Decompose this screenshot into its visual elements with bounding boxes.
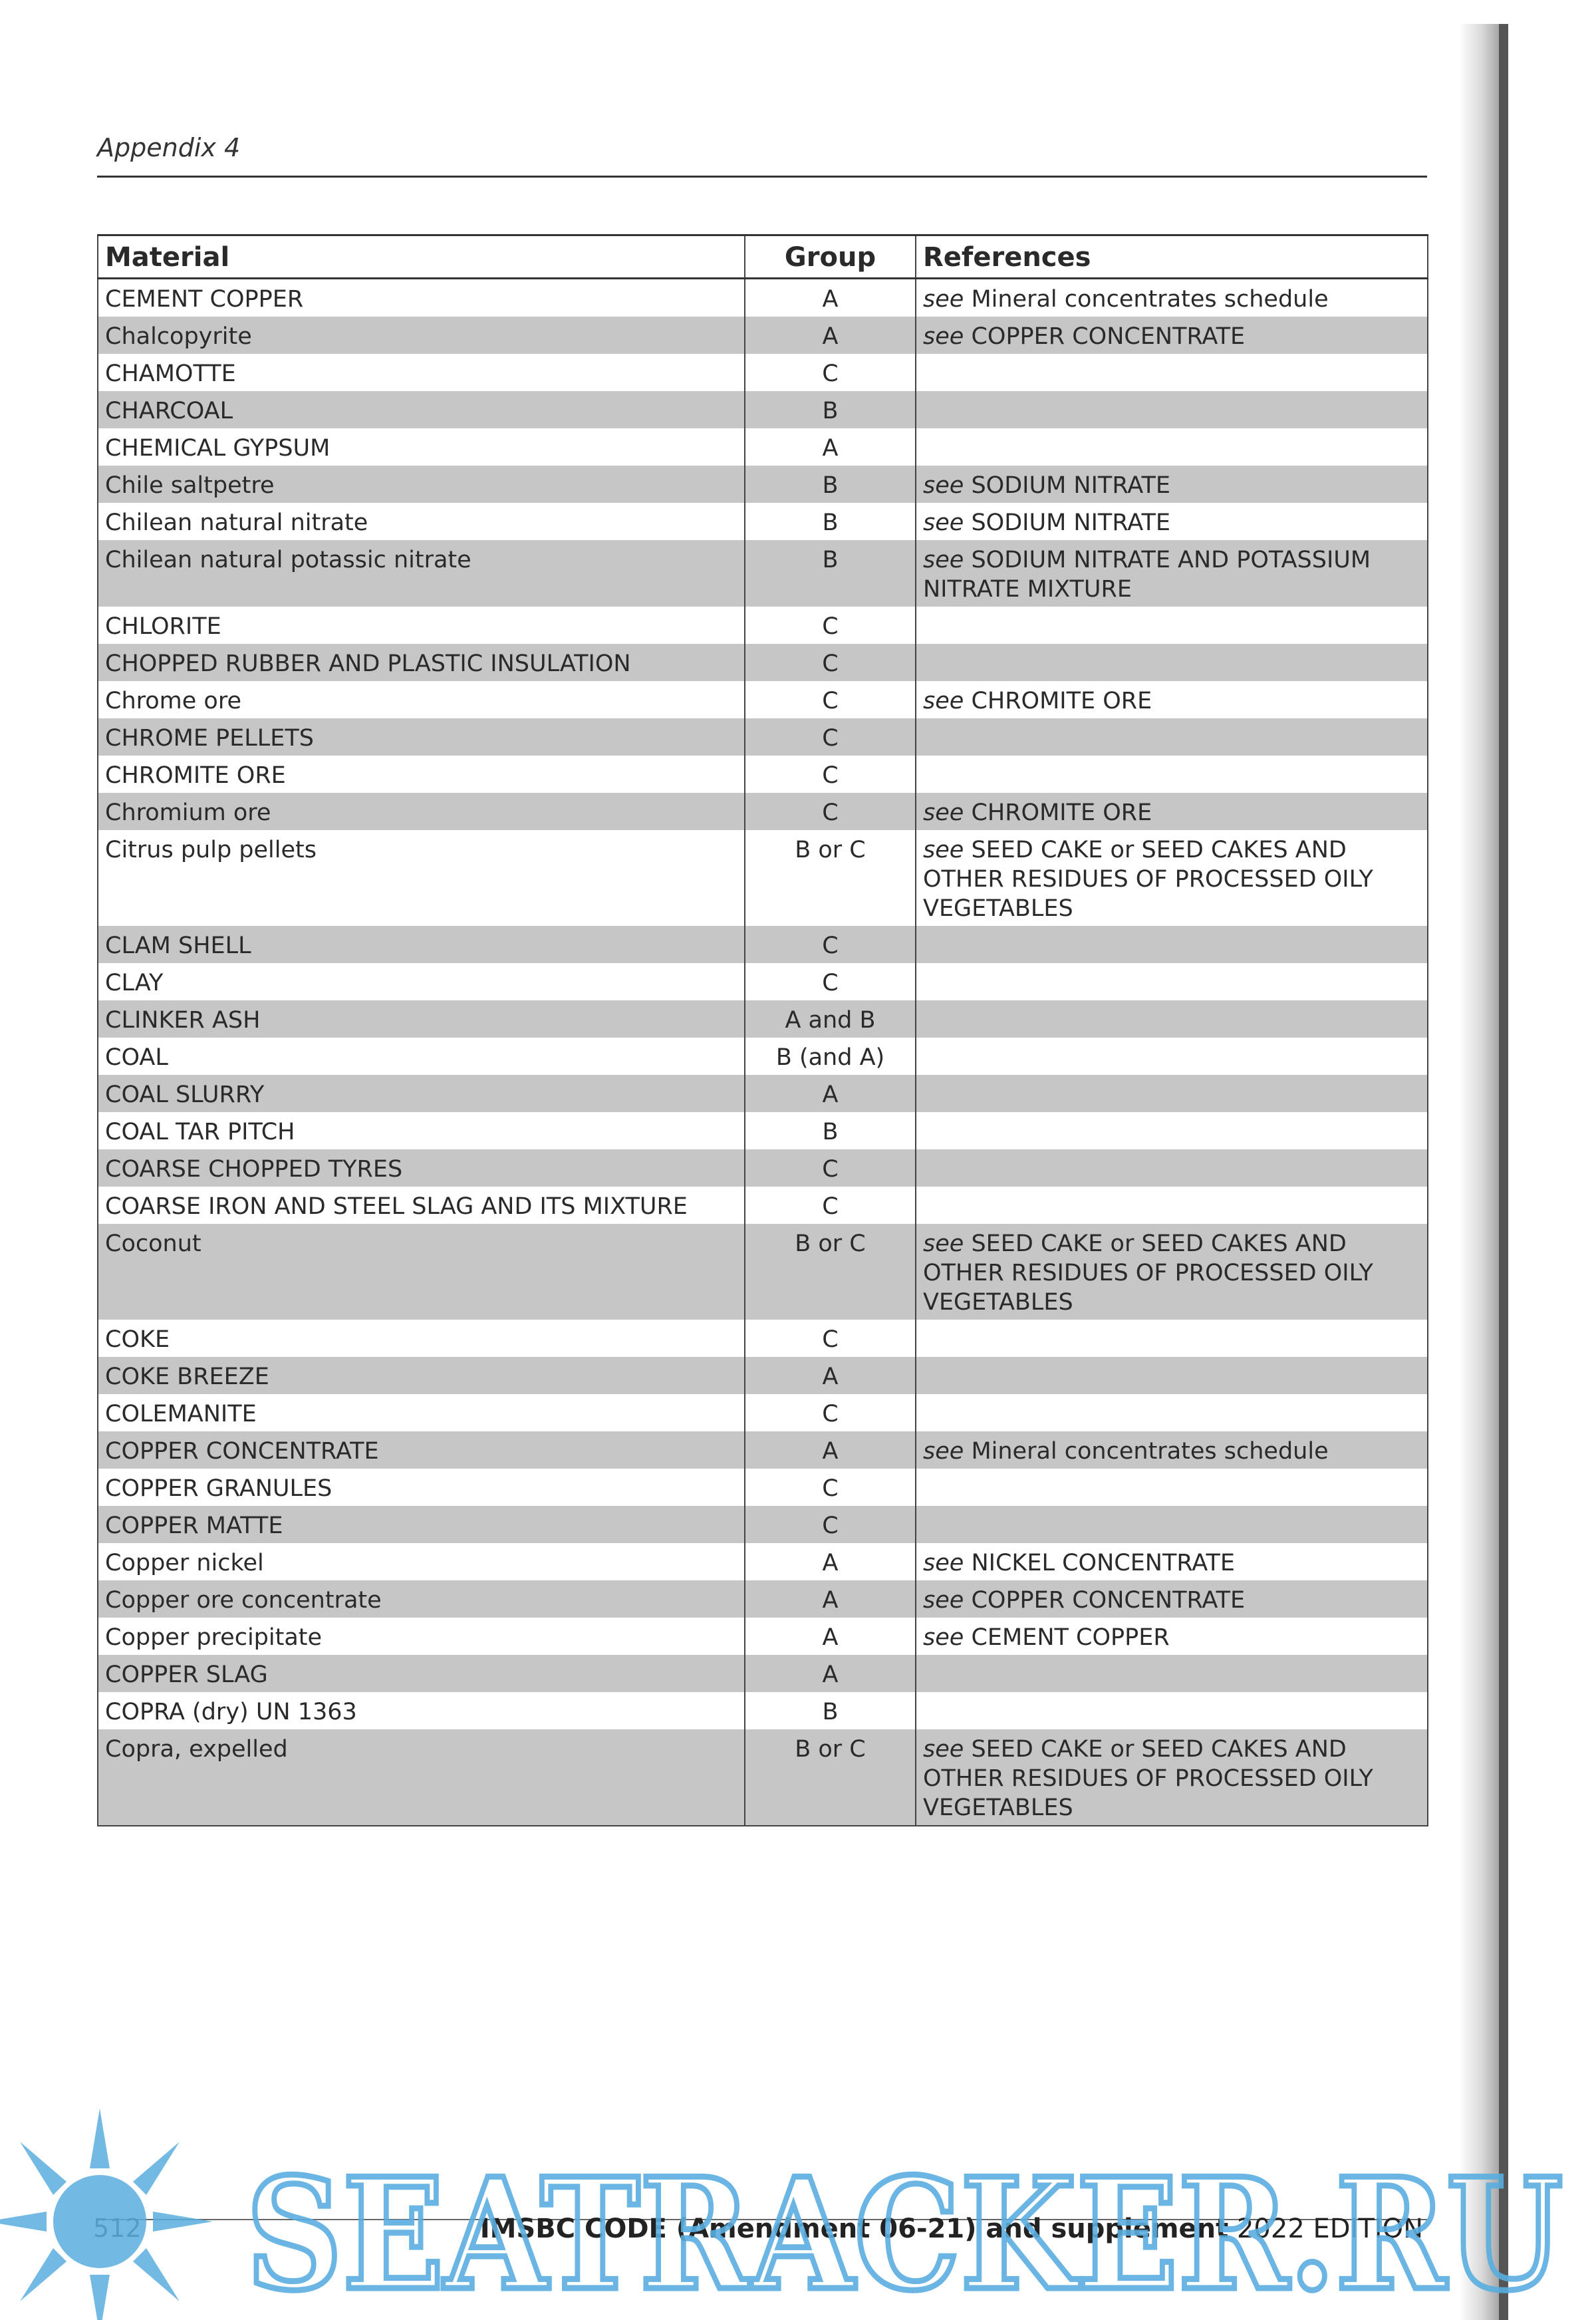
references-cell <box>916 963 1428 1000</box>
group-cell: C <box>745 963 916 1000</box>
material-cell: COAL TAR PITCH <box>98 1112 745 1149</box>
references-cell <box>916 1729 1428 1826</box>
material-cell: Copra, expelled <box>98 1729 745 1826</box>
reference-text: CHROMITE ORE <box>971 688 1152 714</box>
references-cell <box>916 1655 1428 1692</box>
references-cell <box>916 503 1428 540</box>
table-row <box>98 1692 1428 1729</box>
material-cell: COKE <box>98 1320 745 1357</box>
references-cell <box>916 428 1428 466</box>
table-row <box>98 830 1428 926</box>
group-cell: C <box>745 756 916 793</box>
watermark-text: SEATRACKER.RU <box>246 2145 1563 2320</box>
reference-text: COPPER CONCENTRATE <box>971 1587 1246 1614</box>
group-cell: C <box>745 681 916 718</box>
references-cell <box>916 317 1428 354</box>
see-label: see <box>923 1587 964 1614</box>
references-cell <box>916 926 1428 963</box>
material-cell: COPPER CONCENTRATE <box>98 1431 745 1469</box>
table-row <box>98 1580 1428 1618</box>
group-cell: A <box>745 1543 916 1580</box>
see-label: see <box>923 1624 964 1651</box>
table-row <box>98 644 1428 681</box>
group-cell: A and B <box>745 1000 916 1038</box>
references-cell <box>916 1618 1428 1655</box>
material-cell: Chrome ore <box>98 681 745 718</box>
material-cell: CLAM SHELL <box>98 926 745 963</box>
group-cell: B <box>745 1692 916 1729</box>
table-row <box>98 1224 1428 1320</box>
material-cell: Copper ore concentrate <box>98 1580 745 1618</box>
group-cell: C <box>745 1320 916 1357</box>
reference-text: COPPER CONCENTRATE <box>971 323 1246 350</box>
material-cell: CHOPPED RUBBER AND PLASTIC INSULATION <box>98 644 745 681</box>
reference-text: Mineral concentrates schedule <box>971 286 1329 313</box>
table-row <box>98 1000 1428 1038</box>
see-label: see <box>923 472 964 499</box>
references-cell <box>916 1469 1428 1506</box>
reference-text: SEED CAKE or SEED CAKES AND OTHER RESIDUES OF PROCESSED OILY VEGETABLES <box>923 1231 1373 1316</box>
table-row <box>98 1506 1428 1543</box>
sun-icon <box>0 2108 213 2320</box>
table-row <box>98 317 1428 354</box>
see-label: see <box>923 688 964 714</box>
table-row <box>98 1655 1428 1692</box>
group-cell: B <box>745 466 916 503</box>
material-cell: COARSE IRON AND STEEL SLAG AND ITS MIXTURE <box>98 1187 745 1224</box>
references-cell <box>916 718 1428 756</box>
references-cell <box>916 1000 1428 1038</box>
table-header-row <box>98 235 1428 279</box>
references-cell <box>916 540 1428 607</box>
table-row <box>98 1543 1428 1580</box>
references-cell <box>916 391 1428 428</box>
table-row <box>98 1394 1428 1431</box>
group-cell: C <box>745 1469 916 1506</box>
references-cell <box>916 1506 1428 1543</box>
running-head: Appendix 4 <box>97 133 241 162</box>
see-label: see <box>923 837 964 863</box>
group-cell: C <box>745 718 916 756</box>
group-cell: C <box>745 1149 916 1187</box>
material-cell: CHEMICAL GYPSUM <box>98 428 745 466</box>
see-label: see <box>923 1550 964 1576</box>
footer-code-title: IMSBC CODE (Amendment 06-21) and supplement <box>479 2214 1229 2244</box>
watermark <box>0 2095 1596 2320</box>
table-row <box>98 540 1428 607</box>
material-cell: COPPER MATTE <box>98 1506 745 1543</box>
material-cell: CHROME PELLETS <box>98 718 745 756</box>
reference-text: Mineral concentrates schedule <box>971 1438 1329 1465</box>
see-label: see <box>923 547 964 573</box>
group-cell: B (and A) <box>745 1038 916 1075</box>
material-cell: Coconut <box>98 1224 745 1320</box>
material-cell: COPPER SLAG <box>98 1655 745 1692</box>
page-edge-binding <box>1499 24 1508 2320</box>
reference-text: NICKEL CONCENTRATE <box>971 1550 1235 1576</box>
header-rule <box>97 176 1427 178</box>
see-label: see <box>923 799 964 826</box>
table-row <box>98 354 1428 391</box>
references-cell <box>916 793 1428 830</box>
materials-table <box>97 234 1428 1826</box>
reference-text: CEMENT COPPER <box>971 1624 1170 1651</box>
material-cell: COAL <box>98 1038 745 1075</box>
material-cell: CHROMITE ORE <box>98 756 745 793</box>
group-cell: C <box>745 926 916 963</box>
group-cell: C <box>745 354 916 391</box>
references-cell <box>916 1112 1428 1149</box>
see-label: see <box>923 1736 964 1763</box>
table-row <box>98 756 1428 793</box>
material-cell: Citrus pulp pellets <box>98 830 745 926</box>
see-label: see <box>923 286 964 313</box>
material-cell: CLINKER ASH <box>98 1000 745 1038</box>
material-cell: CHARCOAL <box>98 391 745 428</box>
references-cell <box>916 1431 1428 1469</box>
group-cell: A <box>745 1357 916 1394</box>
material-cell: COKE BREEZE <box>98 1357 745 1394</box>
references-cell <box>916 756 1428 793</box>
material-cell: Chromium ore <box>98 793 745 830</box>
table-row <box>98 718 1428 756</box>
references-cell <box>916 830 1428 926</box>
material-cell: CHAMOTTE <box>98 354 745 391</box>
group-cell: C <box>745 793 916 830</box>
table-row <box>98 1149 1428 1187</box>
see-label: see <box>923 323 964 350</box>
material-cell: COLEMANITE <box>98 1394 745 1431</box>
references-cell <box>916 644 1428 681</box>
table-row <box>98 1038 1428 1075</box>
references-cell <box>916 1038 1428 1075</box>
table-body <box>98 279 1428 1826</box>
reference-text: CHROMITE ORE <box>971 799 1152 826</box>
references-cell <box>916 354 1428 391</box>
table-row <box>98 963 1428 1000</box>
group-cell: B or C <box>745 830 916 926</box>
material-cell: Chilean natural potassic nitrate <box>98 540 745 607</box>
table-row <box>98 1075 1428 1112</box>
material-cell: COPPER GRANULES <box>98 1469 745 1506</box>
reference-text: SEED CAKE or SEED CAKES AND OTHER RESIDUES OF PROCESSED OILY VEGETABLES <box>923 837 1373 922</box>
material-cell: CLAY <box>98 963 745 1000</box>
table-row <box>98 1112 1428 1149</box>
references-cell <box>916 681 1428 718</box>
reference-text: SODIUM NITRATE AND POTASSIUM NITRATE MIXTURE <box>923 547 1371 603</box>
material-cell: COPRA (dry) UN 1363 <box>98 1692 745 1729</box>
material-cell: Chalcopyrite <box>98 317 745 354</box>
group-cell: B or C <box>745 1224 916 1320</box>
material-cell: Copper nickel <box>98 1543 745 1580</box>
table-row <box>98 466 1428 503</box>
see-label: see <box>923 1231 964 1257</box>
material-cell: Chilean natural nitrate <box>98 503 745 540</box>
references-cell <box>916 466 1428 503</box>
table-row <box>98 607 1428 644</box>
references-cell <box>916 1075 1428 1112</box>
table-row <box>98 1469 1428 1506</box>
table-row <box>98 279 1428 317</box>
group-cell: A <box>745 1618 916 1655</box>
table-row <box>98 1618 1428 1655</box>
references-cell <box>916 279 1428 317</box>
column-header-references: References <box>916 235 1428 279</box>
table-row <box>98 1729 1428 1826</box>
reference-text: SODIUM NITRATE <box>971 472 1170 499</box>
table-row <box>98 681 1428 718</box>
group-cell: C <box>745 1187 916 1224</box>
table-row <box>98 428 1428 466</box>
material-cell: Copper precipitate <box>98 1618 745 1655</box>
reference-text: SEED CAKE or SEED CAKES AND OTHER RESIDUES OF PROCESSED OILY VEGETABLES <box>923 1736 1373 1821</box>
group-cell: B or C <box>745 1729 916 1826</box>
group-cell: A <box>745 428 916 466</box>
table-row <box>98 926 1428 963</box>
table-row <box>98 1320 1428 1357</box>
table-row <box>98 1187 1428 1224</box>
group-cell: A <box>745 279 916 317</box>
references-cell <box>916 1149 1428 1187</box>
group-cell: A <box>745 317 916 354</box>
group-cell: A <box>745 1580 916 1618</box>
table-row <box>98 391 1428 428</box>
group-cell: B <box>745 503 916 540</box>
references-cell <box>916 1320 1428 1357</box>
group-cell: C <box>745 1506 916 1543</box>
references-cell <box>916 1224 1428 1320</box>
group-cell: B <box>745 540 916 607</box>
references-cell <box>916 607 1428 644</box>
column-header-group: Group <box>745 235 916 279</box>
group-cell: A <box>745 1431 916 1469</box>
references-cell <box>916 1394 1428 1431</box>
group-cell: C <box>745 644 916 681</box>
material-cell: COARSE CHOPPED TYRES <box>98 1149 745 1187</box>
material-cell: COAL SLURRY <box>98 1075 745 1112</box>
material-cell: CHLORITE <box>98 607 745 644</box>
references-cell <box>916 1357 1428 1394</box>
material-cell: CEMENT COPPER <box>98 279 745 317</box>
table-row <box>98 503 1428 540</box>
references-cell <box>916 1580 1428 1618</box>
table-row <box>98 1431 1428 1469</box>
group-cell: C <box>745 607 916 644</box>
table-row <box>98 793 1428 830</box>
table-row <box>98 1357 1428 1394</box>
group-cell: B <box>745 391 916 428</box>
footer-edition: 2022 EDITION <box>1236 2214 1423 2244</box>
group-cell: C <box>745 1394 916 1431</box>
group-cell: B <box>745 1112 916 1149</box>
material-cell: Chile saltpetre <box>98 466 745 503</box>
see-label: see <box>923 1438 964 1465</box>
see-label: see <box>923 509 964 536</box>
group-cell: A <box>745 1655 916 1692</box>
references-cell <box>916 1187 1428 1224</box>
references-cell <box>916 1692 1428 1729</box>
group-cell: A <box>745 1075 916 1112</box>
reference-text: SODIUM NITRATE <box>971 509 1170 536</box>
references-cell <box>916 1543 1428 1580</box>
column-header-material: Material <box>98 235 745 279</box>
